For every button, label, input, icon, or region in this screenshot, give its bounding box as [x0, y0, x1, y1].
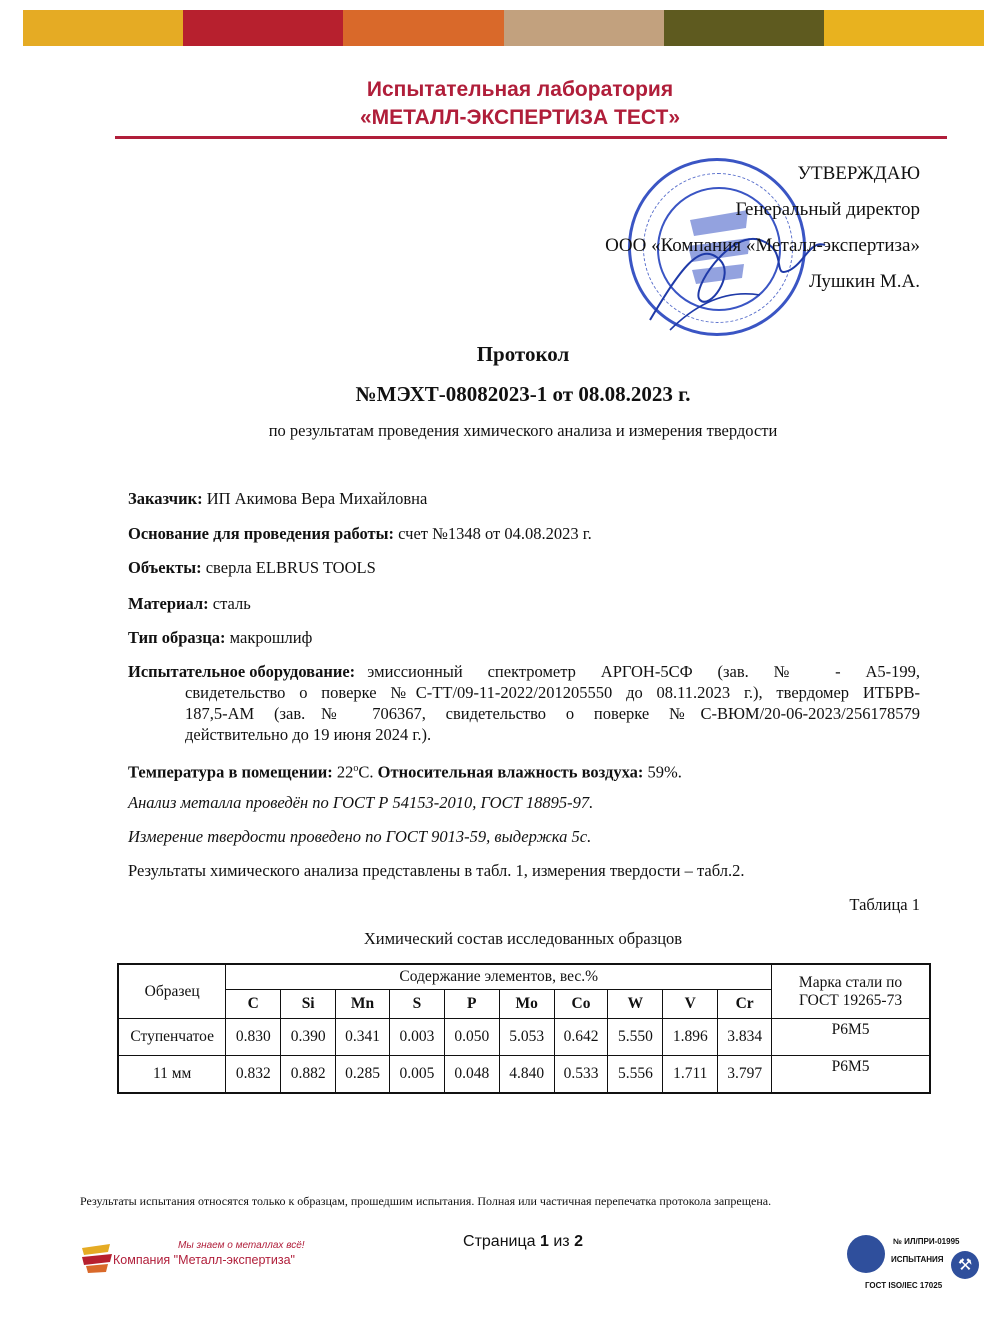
- company-name: Компания "Металл-экспертиза": [113, 1253, 295, 1267]
- approval-title: УТВЕРЖДАЮ: [797, 163, 920, 184]
- stripe-segment: [183, 10, 343, 46]
- element-header: Mo: [499, 990, 554, 1019]
- table-row: [118, 1019, 930, 1056]
- table-row: [118, 1056, 930, 1094]
- objects-line: [128, 558, 920, 578]
- equipment-line-2: свидетельство о поверке №С-ТТ/09-11-2022/201205550 до 08.11.2023 г.), твердомер ИТБРВ-: [185, 683, 920, 702]
- element-header: C: [226, 990, 281, 1019]
- value-cell: 4.840: [499, 1056, 554, 1094]
- stripe-segment: [343, 10, 504, 46]
- header-divider: [115, 136, 947, 139]
- value-cell: 3.834: [718, 1019, 772, 1056]
- approval-company: ООО «Компания «Металл-экспертиза»: [605, 235, 920, 256]
- temperature-value: 22: [336, 762, 354, 782]
- analysis-note: Анализ металла проведён по ГОСТ Р 54153-2010, ГОСТ 18895-97.: [128, 793, 594, 812]
- equipment-line-3: 187,5-АМ (зав.№ 706367, свидетельство о поверке №С-ВЮМ/20-06-2023/256178579: [185, 704, 920, 723]
- value-cell: 0.048: [444, 1056, 499, 1094]
- stripe-segment: [824, 10, 984, 46]
- grade-cell: Р6М5: [772, 1019, 930, 1056]
- equipment-line-4: действительно до 19 июня 2024 г.).: [185, 725, 432, 744]
- value-cell: 5.053: [499, 1019, 554, 1056]
- objects-value: сверла ELBRUS TOOLS: [205, 558, 376, 577]
- table-caption: Химический состав исследованных образцов: [363, 929, 683, 948]
- humidity-label: Относительная влажность воздуха:: [377, 762, 644, 782]
- grade-cell: Р6М5: [772, 1056, 930, 1094]
- globe-icon: [847, 1235, 885, 1273]
- objects-label: Объекты:: [128, 558, 202, 577]
- material-line: [128, 594, 920, 614]
- stripe-segment: [504, 10, 664, 46]
- approval-position: Генеральный директор: [735, 199, 920, 220]
- value-cell: 0.285: [336, 1056, 390, 1094]
- element-header: S: [389, 990, 444, 1019]
- sample-type-value: макрошлиф: [229, 628, 313, 647]
- value-cell: 0.832: [226, 1056, 281, 1094]
- material-value: сталь: [212, 594, 251, 613]
- element-header: Cr: [718, 990, 772, 1019]
- sample-cell: 11 мм: [118, 1056, 226, 1094]
- element-header: V: [663, 990, 718, 1019]
- stripe-segment: [664, 10, 824, 46]
- customer-line: [128, 489, 920, 509]
- lab-brand: «МЕТАЛЛ-ЭКСПЕРТИЗА ТЕСТ»: [359, 106, 681, 129]
- sample-type-line: [128, 628, 920, 648]
- approval-name: Лушкин М.А.: [809, 271, 920, 292]
- lab-name: Испытательная лаборатория: [366, 78, 674, 101]
- protocol-subtitle: по результатам проведения химического анализа и измерения твердости: [268, 421, 778, 440]
- value-cell: 0.390: [281, 1019, 336, 1056]
- tools-icon: ⚒: [951, 1251, 979, 1279]
- customer-label: Заказчик:: [128, 489, 203, 508]
- value-cell: 5.550: [608, 1019, 663, 1056]
- protocol-title: Протокол: [476, 342, 570, 366]
- page-number: Страница 1 из 2: [463, 1233, 583, 1250]
- equipment-text: эмиссионный спектрометр АРГОН-5СФ (зав. № - А5-199,: [367, 662, 920, 681]
- value-cell: 0.642: [554, 1019, 608, 1056]
- element-header: W: [608, 990, 663, 1019]
- value-cell: 1.711: [663, 1056, 718, 1094]
- lab-header: [0, 76, 1000, 132]
- value-cell: 0.005: [389, 1056, 444, 1094]
- sample-type-label: Тип образца:: [128, 628, 226, 647]
- element-header: Co: [554, 990, 608, 1019]
- accreditation-number: № ИЛ/ПРИ-01995: [893, 1237, 960, 1246]
- equipment-line-1: [128, 662, 920, 682]
- protocol-number: №МЭХТ-08082023-1 от 08.08.2023 г.: [355, 382, 691, 406]
- value-cell: 0.003: [389, 1019, 444, 1056]
- sample-header: Образец: [118, 964, 226, 1019]
- value-cell: 0.830: [226, 1019, 281, 1056]
- value-cell: 0.882: [281, 1056, 336, 1094]
- element-header: P: [444, 990, 499, 1019]
- accreditation-standard: ГОСТ ISO/IEC 17025: [865, 1281, 943, 1290]
- content-header: Содержание элементов, вес.%: [226, 964, 772, 990]
- footer-disclaimer: Результаты испытания относятся только к образцам, прошедшим испытания. Полная или частичная перепечатка протокола запрещена.: [80, 1194, 772, 1208]
- value-cell: 0.050: [444, 1019, 499, 1056]
- basis-line: [128, 524, 920, 544]
- value-cell: 5.556: [608, 1056, 663, 1094]
- value-cell: 0.533: [554, 1056, 608, 1094]
- basis-value: счет №1348 от 04.08.2023 г.: [398, 524, 592, 543]
- conditions-line: [128, 759, 920, 783]
- temperature-degree: о: [353, 763, 359, 774]
- value-cell: 0.341: [336, 1019, 390, 1056]
- humidity-value: 59%.: [647, 762, 682, 782]
- element-header: Si: [281, 990, 336, 1019]
- customer-value: ИП Акимова Вера Михайловна: [206, 489, 428, 508]
- approval-block: [605, 156, 920, 300]
- stripe-segment: [23, 10, 183, 46]
- value-cell: 1.896: [663, 1019, 718, 1056]
- table-label: Таблица 1: [849, 895, 920, 914]
- basis-label: Основание для проведения работы:: [128, 524, 395, 543]
- material-label: Материал:: [128, 594, 209, 613]
- accreditation-label: ИСПЫТАНИЯ: [891, 1255, 944, 1264]
- equipment-label: Испытательное оборудование:: [128, 662, 356, 681]
- sample-cell: Ступенчатое: [118, 1019, 226, 1056]
- hardness-note: Измерение твердости проведено по ГОСТ 9013-59, выдержка 5с.: [128, 827, 592, 846]
- element-header: Mn: [336, 990, 390, 1019]
- grade-header: Марка стали по ГОСТ 19265-73: [772, 964, 930, 1019]
- value-cell: 3.797: [718, 1056, 772, 1094]
- results-note: Результаты химического анализа представлены в табл. 1, измерения твердости – табл.2.: [128, 861, 745, 880]
- temperature-unit: С.: [358, 762, 374, 782]
- company-logo-icon: [80, 1244, 116, 1274]
- company-slogan: Мы знаем о металлах всё!: [178, 1240, 305, 1251]
- temperature-label: Температура в помещении:: [128, 762, 333, 782]
- composition-table: [117, 963, 931, 1094]
